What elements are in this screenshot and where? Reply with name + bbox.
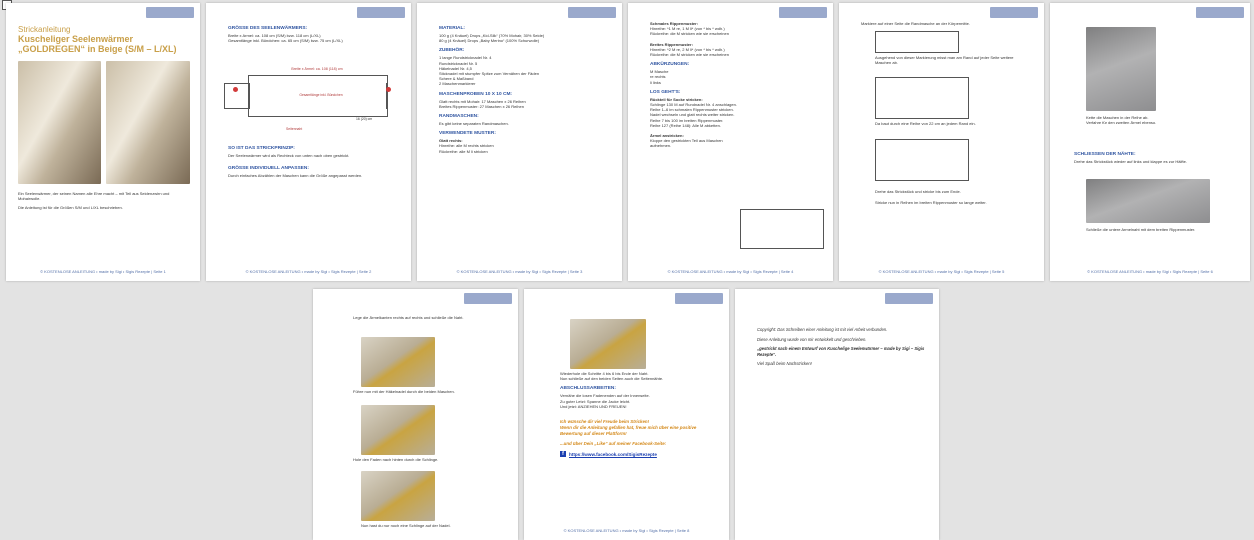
document-page-2[interactable] [206, 3, 411, 281]
pattern-name: Breites Rippenmuster: [650, 41, 693, 47]
size-length: Gesamtlänge inkl. Bündchen: ca. 65 cm (S/M) bzw. 75 cm (L/XL) [228, 38, 343, 44]
document-page-6[interactable] [1050, 3, 1250, 281]
pattern-row: Rückreihe: alle M li stricken [439, 148, 488, 154]
marker-dot-left [233, 87, 238, 92]
step-item: Nun hast du nur noch eine Schlinge auf der Nadel. [361, 523, 451, 528]
document-page-3[interactable] [417, 3, 622, 281]
tool-item: 2 Maschenmarkierer [439, 81, 476, 87]
brand-logo [357, 7, 405, 18]
step-item: Wiederhole die Schritte 4 bis 6 bis Ende der Naht. [560, 371, 649, 376]
section-heading: ABKÜRZUNGEN: [650, 62, 690, 68]
pattern-row: Hinreihe: *1 M re, 1 M li* (von * bis * wdh.) [650, 26, 725, 32]
gauge-item: Glatt rechts mit Mohair: 17 Maschen x 26 Reihen [439, 98, 526, 104]
brand-logo [464, 293, 512, 304]
step-item: Führe nun mit der Häkelnadel durch die beiden Maschen. [353, 389, 455, 394]
pattern-row: Rückreihe: die M stricken wie sie erscheinen [650, 52, 729, 58]
step-item: Schlinge 130 M auf Rundnadel Nr. 4 anschlagen. [650, 102, 737, 108]
tool-item: Schere & Maßband [439, 76, 474, 82]
brand-logo [675, 293, 723, 304]
step-item: Reihe 7 bis 100 im breiten Rippenmuster. [650, 117, 724, 123]
seam-label: Seitennaht [286, 127, 303, 131]
step-item: Markiere auf einer Seite die Randmasche an der Körpermitte. [861, 21, 970, 26]
pattern-name: Glatt rechts: [439, 138, 463, 144]
crochet-step-photo-4 [570, 319, 646, 369]
page-footer: © KOSTENLOSE ANLEITUNG • made by Sigi • Sigis Rezepte | Seite 1 [40, 269, 166, 274]
step-item: Reihe 1–6 im schmalen Rippenmuster stricken. [650, 107, 734, 113]
doc-title: Kuscheliger Seelenwärmer [18, 34, 134, 44]
principle-text: Der Seelenwärmer wird als Rechteck von unten nach oben gestrickt. [228, 153, 350, 158]
section-heading: LOS GEHT'S: [650, 89, 681, 95]
section-heading: VERWENDETE MUSTER: [439, 131, 496, 137]
step-item: Nun schließe auf den beiden Seiten auch die Seitennähte. [560, 376, 664, 382]
crochet-step-photo-3 [361, 471, 435, 521]
size-width: Breite x Armel: ca. 108 cm (S/M) bzw. 118 cm (L/XL) [228, 33, 321, 38]
facebook-link[interactable]: https://www.facebook.com/SigisRezepte [569, 451, 657, 457]
doc-title-line2: „GOLDREGEN“ in Beige (S/M – L/XL) [18, 44, 177, 54]
adjust-text: Durch einfaches Abzählen der Maschen kann die Größe angepasst werden. [228, 173, 363, 179]
section-heading: SCHLIESSEN DER NÄHTE: [1074, 152, 1136, 157]
step-item: Drehe das Strickstück und stricke bis zum Ende. [875, 189, 961, 194]
material-item: 100 g (4 Knäuel) Drops „Kid-Silk“ (70% Mohair, 30% Seide) [439, 33, 545, 38]
doc-subtitle: Strickanleitung [18, 25, 71, 34]
tool-item: 1 lange Rundstricknadel Nr. 4 [439, 55, 492, 61]
pattern-row: Hinreihe: alle M rechts stricken [439, 143, 494, 149]
step-item: Schließe die untere Armelnaht mit dem breiten Rippenmuster. [1086, 227, 1196, 232]
dim-rib-label: 16 (20) cm [356, 117, 373, 121]
brand-logo [146, 7, 194, 18]
step-diagram-2 [875, 77, 969, 119]
step-item: Da baut durch eine Reihe von 22 cm an jedem Rand ein. [875, 121, 976, 126]
document-page-4[interactable] [628, 3, 833, 281]
section-heading: RANDMASCHEN: [439, 114, 479, 120]
facebook-icon: f [560, 451, 566, 457]
pattern-row: Hinreihe: *2 M re, 2 M li* (von * bis * wdh.) [650, 46, 725, 52]
material-item: 80 g (4 Knäuel) Drops „Baby Merino“ (100% Schurwolle) [439, 38, 540, 44]
step-diagram-3 [875, 139, 969, 181]
intro-text: Ein Seelenwärmer, der seinen Namen alle Ehre macht – mit Teil aus Seidenzwirn und Mohairwolle. [18, 191, 170, 202]
edge-text: Es gibt keine separaten Randmaschen. [439, 121, 509, 127]
pattern-row: Rückreihe: die M stricken wie sie erscheinen [650, 31, 729, 37]
pattern-name: Schmales Rippenmuster: [650, 21, 699, 26]
section-heading: SO IST DAS STRICKPRINZIP: [228, 146, 295, 151]
step-title: Ärmel anstricken: [650, 133, 684, 139]
page-footer: © KOSTENLOSE ANLEITUNG • made by Sigi • Sigis Rezepte | Seite 4 [667, 269, 794, 274]
brand-logo [990, 7, 1038, 18]
step-item: Verfahre für den zweiten Ärmel ebenso. [1086, 120, 1157, 126]
finish-text: Vernähe die losen Fadenenden auf der Innenseite. [560, 393, 650, 399]
step-item: Kloppe den gestrickten Teil aus Maschen aufnehmen. [650, 138, 723, 149]
page-footer: © KOSTENLOSE ANLEITUNG • made by Sigi • Sigis Rezepte | Seite 3 [456, 269, 583, 274]
section-heading: MASCHENPROBEN 10 X 10 CM: [439, 91, 513, 97]
copyright-text: Copyright: Das Schreiben einer Anleitung ist mit viel Arbeit verbunden. [757, 327, 888, 333]
step-item: Ausgehend von dieser Markierung misst man am Rand auf jeder Seite weitere Maschen ab. [875, 55, 1014, 66]
gauge-item: Breites Rippenmuster: 27 Maschen x 26 Reihen [439, 103, 524, 109]
step-item: Stricke nun in Reihen im breiten Rippenmuster so lange weiter. [875, 200, 987, 206]
step-item: Reihe 127 (Reihe 148): Alle M abketten. [650, 122, 721, 128]
intro-sizes: Die Anleitung ist für die Größen S/M und L/XL beschrieben. [18, 205, 123, 211]
brand-logo [568, 7, 616, 18]
knit-piece-photo [1086, 27, 1156, 111]
sleeve-diagram [740, 209, 824, 249]
closing-like: ...und über Dein „Like“ auf meiner Facebook-Seite: [560, 441, 667, 447]
cardigan-photo-front [18, 61, 101, 184]
section-heading: ABSCHLUSSARBEITEN: [560, 386, 616, 392]
finish-text: Und jetzt: ANZIEHEN UND FREUEN! [560, 403, 627, 409]
step-item: Nadel wechseln und glatt rechts weiter stricken. [650, 112, 735, 118]
copyright-text: Diese Anleitung wurde von mir entwickelt und geschrieben. [757, 336, 867, 342]
document-page-5[interactable] [839, 3, 1044, 281]
document-page-7[interactable] [313, 289, 518, 540]
seam-photo [1086, 179, 1210, 223]
dim-width-label: Breite x Ärmel: ca. 108 (118) cm [291, 67, 343, 71]
step-item: Lege die Ärmelkanten rechts auf rechts und schließe die Naht. [353, 315, 464, 320]
crochet-step-photo-2 [361, 405, 435, 455]
copyright-text: Viel Spaß beim Nachstricken! [757, 361, 812, 367]
closing-wish: Ich wünsche dir viel Freude beim Stricken! [560, 419, 650, 425]
dim-length-label: Gesamtlänge inkl. Bündchen [299, 93, 343, 97]
abbrev-item: li links [650, 79, 661, 85]
section-heading: MATERIAL: [439, 26, 466, 31]
step-title: Rückteil für Socke stricken: [650, 96, 703, 102]
step-item: Kette die Maschen in der Reihe ab. [1086, 115, 1149, 120]
abbrev-item: re rechts [650, 74, 666, 80]
document-page-9[interactable] [735, 289, 939, 540]
section-heading: ZUBEHÖR: [439, 48, 465, 54]
tool-item: Häkelnadel Nr. 4,5 [439, 65, 472, 71]
section-heading: GRÖSSE DES SEELENWÄRMERS: [228, 26, 308, 31]
document-page-8[interactable] [524, 289, 729, 540]
page-footer: © KOSTENLOSE ANLEITUNG • made by Sigi • Sigis Rezepte | Seite 2 [245, 269, 372, 274]
copyright-credit: „gestrickt nach einem Entwurf von Kuschelige Seelenwärmer – made by Sigi – Sigis Rezepte“. [757, 346, 925, 357]
cardigan-photo-back [106, 61, 190, 184]
brand-logo [1196, 7, 1244, 18]
section-heading: GRÖSSE INDIVIDUELL ANPASSEN: [228, 166, 309, 172]
marker-dot-right [386, 87, 391, 92]
finish-text: Zu guter Letzt: Spanne die Jacke leicht. [560, 398, 631, 404]
step-item: Drehe das Strickstück wieder auf links und klappe es zur Hälfte. [1074, 159, 1187, 164]
crochet-step-photo-1 [361, 337, 435, 387]
abbrev-item: M Masche [650, 69, 669, 75]
tool-item: Sticknadel mit stumpfer Spitze zum Vernähen der Fäden [439, 71, 540, 77]
step-diagram-1 [875, 31, 959, 53]
tool-item: Rundstricknadel Nr. 5 [439, 60, 478, 66]
page-footer: © KOSTENLOSE ANLEITUNG • made by Sigi • Sigis Rezepte | Seite 8 [563, 528, 690, 533]
closing-review: Wenn dir die Anleitung gefallen hat, freue mich über eine positive Bewertung auf dieser Plattform! [560, 425, 697, 437]
step-item: Hole den Faden nach hinten durch die Schlinge. [353, 457, 439, 462]
document-page-1[interactable] [6, 3, 200, 281]
page-footer: © KOSTENLOSE ANLEITUNG • made by Sigi • Sigis Rezepte | Seite 5 [878, 269, 1005, 274]
brand-logo [779, 7, 827, 18]
brand-logo [885, 293, 933, 304]
page-footer: © KOSTENLOSE ANLEITUNG • made by Sigi • Sigis Rezepte | Seite 6 [1087, 269, 1213, 274]
